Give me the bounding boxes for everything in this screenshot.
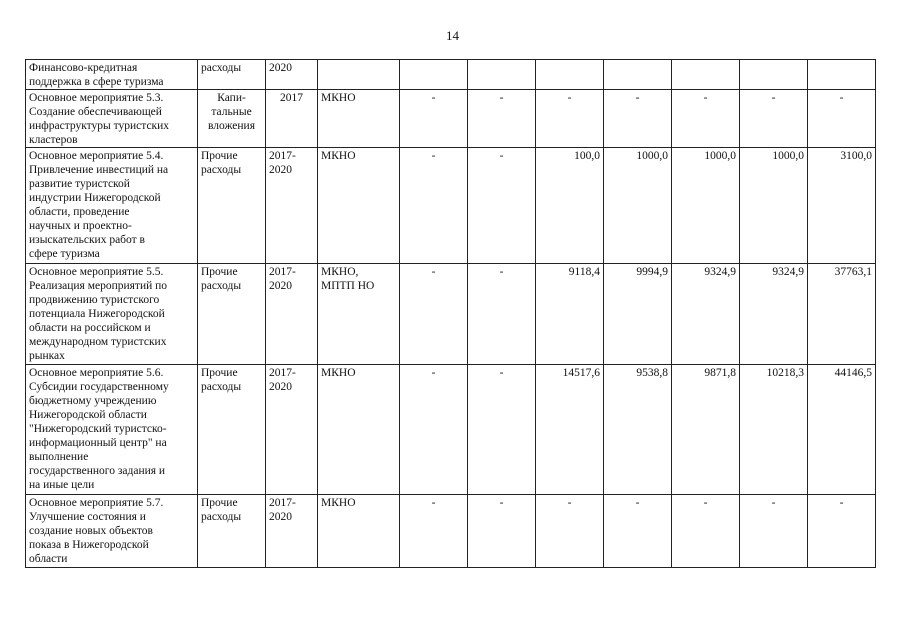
activity-name-line: выполнение bbox=[29, 451, 89, 463]
activity-name-line: области, проведение bbox=[29, 206, 130, 218]
table-body bbox=[26, 60, 876, 568]
amount-cell: - bbox=[740, 495, 808, 568]
executor-cell: МКНО, МПТП НО bbox=[318, 264, 400, 365]
executor-cell: МКНО bbox=[318, 90, 400, 148]
executor-cell: МКНО bbox=[318, 495, 400, 568]
activity-name-line: развитие туристской bbox=[29, 178, 130, 190]
amount-cell: 44146,5 bbox=[808, 365, 876, 495]
expense-type-cell: Прочие расходы bbox=[198, 264, 266, 365]
activity-name-line: поддержка в сфере туризма bbox=[29, 76, 164, 88]
expense-type-cell: Капи- тальные вложения bbox=[198, 90, 266, 148]
activity-name-cell bbox=[26, 495, 198, 568]
activity-name-cell bbox=[26, 90, 198, 148]
activity-name-line: Финансово-кредитная bbox=[29, 62, 138, 74]
activity-name-line: Основное мероприятие 5.4. bbox=[29, 150, 164, 162]
amount-cell: 1000,0 bbox=[604, 148, 672, 264]
table-row bbox=[26, 365, 876, 495]
amount-cell: - bbox=[400, 264, 468, 365]
amount-cell bbox=[808, 60, 876, 90]
activity-name-line: рынках bbox=[29, 350, 65, 362]
amount-cell: - bbox=[400, 90, 468, 148]
amount-cell: - bbox=[400, 148, 468, 264]
amount-cell: - bbox=[536, 90, 604, 148]
activity-name-line: Реализация мероприятий по bbox=[29, 280, 168, 292]
activity-name-line: на иные цели bbox=[29, 479, 95, 491]
activity-name-line: бюджетному учреждению bbox=[29, 395, 157, 407]
amount-cell: - bbox=[468, 495, 536, 568]
budget-table bbox=[25, 59, 876, 568]
amount-cell: - bbox=[468, 264, 536, 365]
activity-name-line: Создание обеспечивающей bbox=[29, 106, 162, 118]
activity-name-cell bbox=[26, 365, 198, 495]
amount-cell: 9118,4 bbox=[536, 264, 604, 365]
amount-cell: - bbox=[468, 90, 536, 148]
amount-cell: - bbox=[740, 90, 808, 148]
amount-cell: 37763,1 bbox=[808, 264, 876, 365]
amount-cell: 10218,3 bbox=[740, 365, 808, 495]
activity-name-line: изыскательских работ в bbox=[29, 234, 145, 246]
amount-cell bbox=[536, 60, 604, 90]
amount-cell: 3100,0 bbox=[808, 148, 876, 264]
amount-cell: - bbox=[808, 495, 876, 568]
activity-name-line: сфере туризма bbox=[29, 248, 100, 260]
activity-name-line: научных и проектно- bbox=[29, 220, 132, 232]
amount-cell: - bbox=[468, 148, 536, 264]
activity-name-line: Привлечение инвестиций на bbox=[29, 164, 169, 176]
amount-cell: 14517,6 bbox=[536, 365, 604, 495]
amount-cell bbox=[740, 60, 808, 90]
amount-cell bbox=[604, 60, 672, 90]
amount-cell: 9994,9 bbox=[604, 264, 672, 365]
amount-cell: - bbox=[672, 90, 740, 148]
amount-cell: 9538,8 bbox=[604, 365, 672, 495]
activity-name-line: Улучшение состояния и bbox=[29, 511, 146, 523]
period-cell: 2017- 2020 bbox=[266, 148, 318, 264]
activity-name-line: Субсидии государственному bbox=[29, 381, 169, 393]
table-row bbox=[26, 90, 876, 148]
activity-name-line: потенциала Нижегородской bbox=[29, 308, 165, 320]
expense-type-cell: Прочие расходы bbox=[198, 148, 266, 264]
activity-name-line: продвижению туристского bbox=[29, 294, 160, 306]
activity-name-line: Основное мероприятие 5.3. bbox=[29, 92, 164, 104]
amount-cell: 100,0 bbox=[536, 148, 604, 264]
activity-name-line: области bbox=[29, 553, 68, 565]
amount-cell: 9324,9 bbox=[740, 264, 808, 365]
activity-name-line: "Нижегородский туристско- bbox=[29, 423, 167, 435]
activity-name-line: государственного задания и bbox=[29, 465, 166, 477]
page-number: 14 bbox=[446, 28, 459, 43]
activity-name-line: информационный центр" на bbox=[29, 437, 167, 449]
activity-name-line: Нижегородской области bbox=[29, 409, 147, 421]
activity-name-cell bbox=[26, 60, 198, 90]
expense-type-cell: Прочие расходы bbox=[198, 365, 266, 495]
amount-cell bbox=[468, 60, 536, 90]
table-row bbox=[26, 495, 876, 568]
amount-cell: - bbox=[400, 495, 468, 568]
activity-name-line: кластеров bbox=[29, 134, 78, 146]
activity-name-line: показа в Нижегородской bbox=[29, 539, 149, 551]
activity-name-cell bbox=[26, 148, 198, 264]
activity-name-line: создание новых объектов bbox=[29, 525, 153, 537]
activity-name-line: международном туристских bbox=[29, 336, 167, 348]
activity-name-line: области на российском и bbox=[29, 322, 151, 334]
executor-cell: МКНО bbox=[318, 148, 400, 264]
activity-name-line: индустрии Нижегородской bbox=[29, 192, 161, 204]
period-cell: 2017 bbox=[266, 90, 318, 148]
activity-name-line: Основное мероприятие 5.7. bbox=[29, 497, 164, 509]
amount-cell: - bbox=[808, 90, 876, 148]
period-cell: 2017- 2020 bbox=[266, 365, 318, 495]
table-row bbox=[26, 264, 876, 365]
activity-name-line: инфраструктуры туристских bbox=[29, 120, 170, 132]
amount-cell: 1000,0 bbox=[740, 148, 808, 264]
amount-cell: - bbox=[400, 365, 468, 495]
amount-cell: - bbox=[536, 495, 604, 568]
period-cell: 2017- 2020 bbox=[266, 264, 318, 365]
amount-cell: 9871,8 bbox=[672, 365, 740, 495]
activity-name-line: Основное мероприятие 5.6. bbox=[29, 367, 164, 379]
amount-cell bbox=[400, 60, 468, 90]
executor-cell: МКНО bbox=[318, 365, 400, 495]
executor-cell bbox=[318, 60, 400, 90]
period-cell: 2020 bbox=[266, 60, 318, 90]
activity-name-line: Основное мероприятие 5.5. bbox=[29, 266, 164, 278]
activity-name-cell bbox=[26, 264, 198, 365]
expense-type-cell: расходы bbox=[198, 60, 266, 90]
period-cell: 2017- 2020 bbox=[266, 495, 318, 568]
amount-cell: 1000,0 bbox=[672, 148, 740, 264]
amount-cell bbox=[672, 60, 740, 90]
amount-cell: - bbox=[468, 365, 536, 495]
expense-type-cell: Прочие расходы bbox=[198, 495, 266, 568]
table-row bbox=[26, 60, 876, 90]
table-row bbox=[26, 148, 876, 264]
amount-cell: - bbox=[672, 495, 740, 568]
amount-cell: - bbox=[604, 495, 672, 568]
amount-cell: 9324,9 bbox=[672, 264, 740, 365]
amount-cell: - bbox=[604, 90, 672, 148]
